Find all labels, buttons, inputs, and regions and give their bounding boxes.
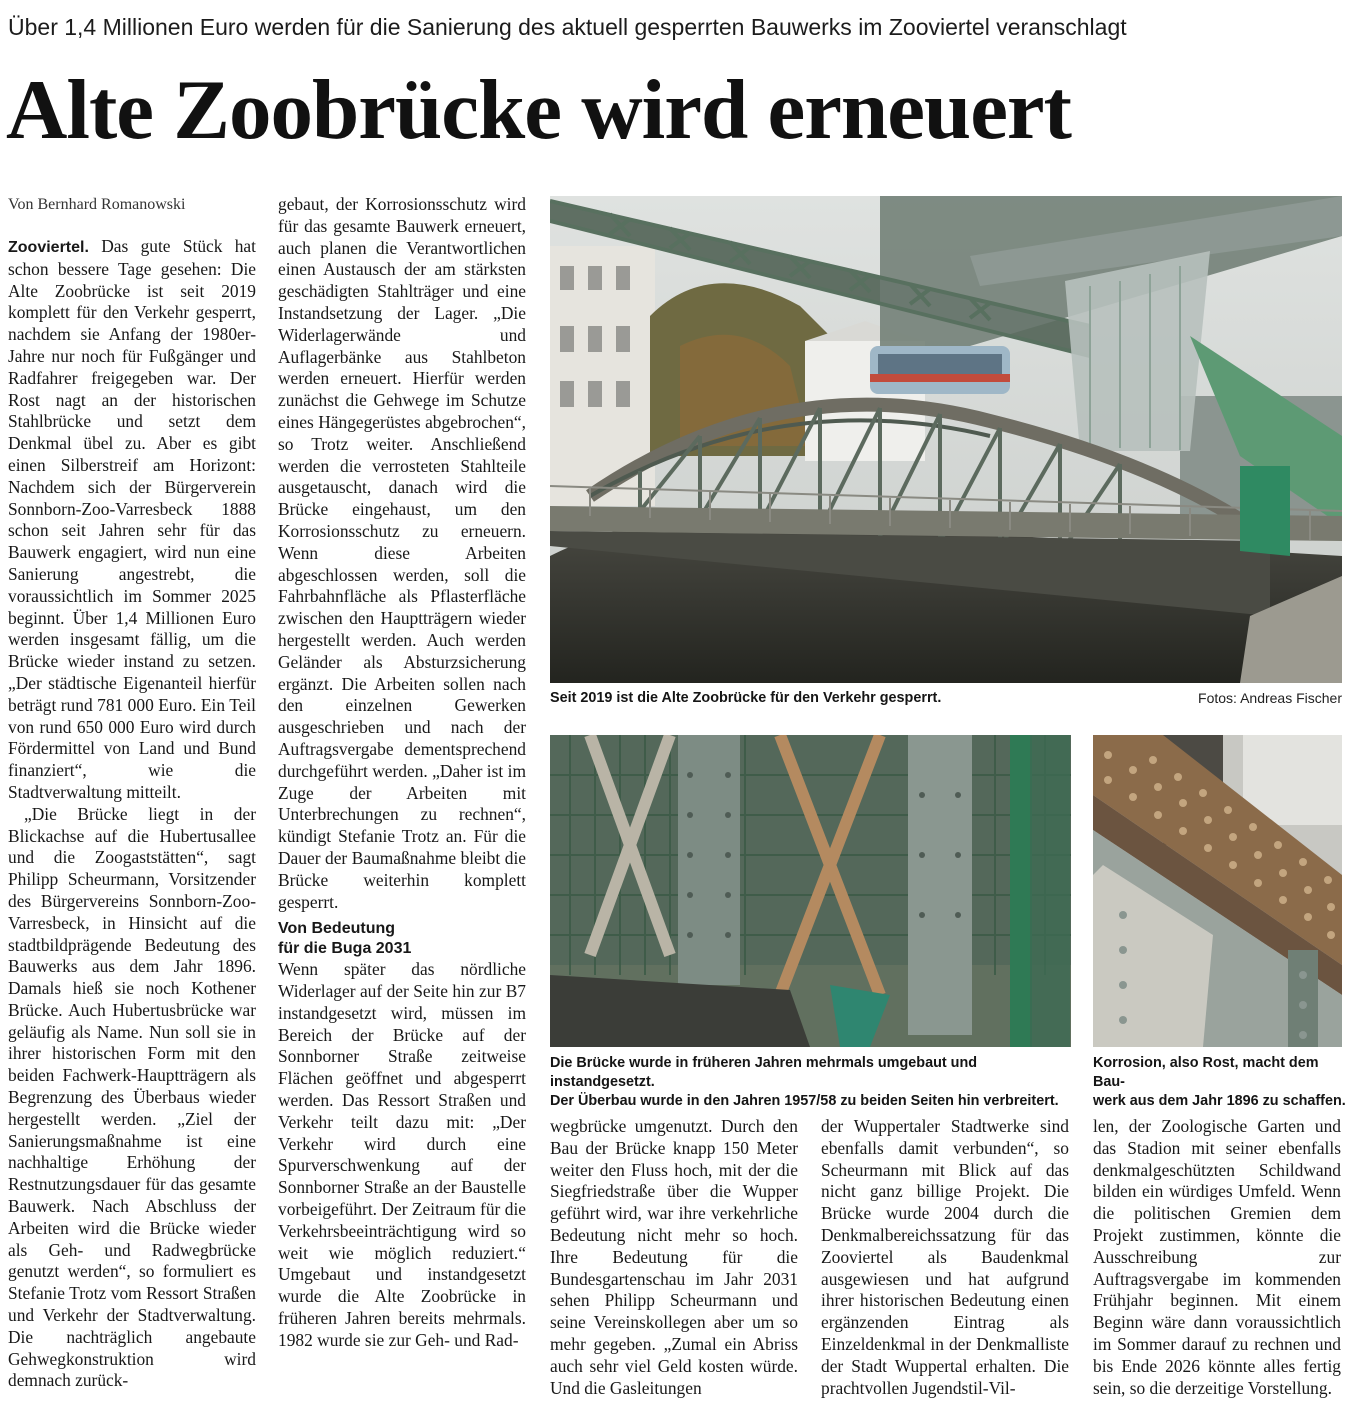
truss-photo-caption bbox=[550, 1054, 1075, 1111]
steel-column bbox=[908, 735, 972, 1035]
rust-photo-caption bbox=[1093, 1054, 1348, 1111]
subheading-line: für die Buga 2031 bbox=[278, 940, 412, 958]
truss-detail-photo bbox=[550, 735, 1071, 1047]
paragraph: „Die Brücke liegt in der Blickachse auf die Hubertusallee und die Zoogaststätten“, sagt Philipp Scheurmann, Vorsitzender des Bürgervereins Sonnborn-Zoo-Varresbeck, in Hinsicht auf die stadtbildprägende Bedeutung des Bauwerks aus dem Jahr 1896. Damals hieß sie noch Kothener Brücke. Auch Hubertusbrücke war geläufig als Name. Nun soll sie in ihrer historischen Form mit den beiden Fachwerk-Hauptträgern als Begrenzung des Überbaus wieder hergestellt werden. „Ziel der Sanierungsmaßnahme ist eine nachhaltige Erhöhung der Restnutzungsdauer für das gesamte Bauwerk. Nach Abschluss der Arbeiten wird die Brücke wieder als Geh- und Radwegbrücke genutzt werden“, so formuliert es Stefanie Trotz vom Ressort Straßen und Verkehr der Stadtverwaltung. Die nachträglich angebaute Gehwegkonstruktion wird demnach zurück- bbox=[8, 803, 256, 1391]
caption-line: Korrosion, also Rost, macht dem Bau- bbox=[1093, 1055, 1319, 1090]
caption-line: Die Brücke wurde in früheren Jahren mehrmals umgebaut und instandgesetzt. bbox=[550, 1055, 978, 1090]
paragraph bbox=[8, 236, 256, 804]
caption-line: Der Überbau wurde in den Jahren 1957/58 zu beiden Seiten hin verbreitert. bbox=[550, 1093, 1059, 1109]
glass-station bbox=[1065, 251, 1210, 451]
subheading bbox=[278, 919, 526, 959]
paragraph-text: Das gute Stück hat schon bessere Tage gesehen: Die Alte Zoobrücke ist seit 2019 komplett für den Verkehr gesperrt, nachdem sie Anfang der 1980er-Jahre nur noch für Fußgänger und Radfahrer freigegeben war. Der Rost nagt an der historischen Stahlbrücke und setzt dem Denkmal übel zu. Aber es gibt einen Silberstreif am Horizont: Nachdem sich der Bürgerverein Sonnborn-Zoo-Varresbeck 1888 schon seit Jahren sehr für das Bauwerk engagiert, wird nun eine Sanierung angestrebt, die voraussichtlich im Sommer 2025 beginnt. Über 1,4 Millionen Euro werden insgesamt fällig, um die Brücke wieder instand zu setzen. „Der städtische Eigenanteil hierfür beträgt rund 781 000 Euro. Ein Teil von rund 650 000 Euro wird durch Fördermittel von Land und Bund finanziert“, wie die Stadtverwaltung mitteilt. bbox=[8, 236, 256, 802]
rust-illustration bbox=[1093, 735, 1342, 1047]
article-headline: Alte Zoobrücke wird erneuert bbox=[6, 63, 1071, 157]
text-column-5 bbox=[1093, 1116, 1341, 1426]
green-fence bbox=[1240, 466, 1290, 556]
text-column-3 bbox=[550, 1116, 798, 1426]
caption-line: werk aus dem Jahr 1896 zu schaffen. bbox=[1093, 1093, 1346, 1109]
text-column-4 bbox=[821, 1116, 1069, 1426]
steel-column bbox=[678, 735, 740, 985]
paragraph: wegbrücke umgenutzt. Durch den Bau der Brücke knapp 150 Meter weiter den Fluss hoch, mit der die Siegfriedstraße über die Wupper geführt wird, war ihre verkehrliche Bedeutung nicht mehr so hoch. Ihre Bedeutung für die Bundesgartenschau im Jahr 2031 sehen Philipp Scheurmann und seine Vereinskollegen aber um so mehr gegeben. „Zumal ein Abriss auch sehr viel Geld kosten würde. Und die Gasleitungen bbox=[550, 1116, 798, 1398]
paragraph: der Wuppertaler Stadtwerke sind ebenfalls damit verbunden“, so Scheurmann mit Blick auf das nicht ganz billige Projekt. Die Brücke wurde 2004 durch die Denkmalbereichssatzung für das Zooviertel als Baudenkmal ausgewiesen und hat aufgrund ihrer historischen Bedeutung einen ergänzenden Eintrag als Einzeldenkmal in der Denkmalliste der Stadt Wuppertal erhalten. Die prachtvollen Jugendstil-Vil- bbox=[821, 1116, 1069, 1398]
subheading-line: Von Bedeutung bbox=[278, 920, 396, 938]
paragraph: Wenn später das nördliche Widerlager auf der Seite hin zur B7 instandgesetzt wird, müssen im Bereich der Brücke auf der Sonnborner Straße zeitweise Flächen geöffnet und abgesperrt werden. Das Ressort Straßen und Verkehr teilt dazu mit: „Der Verkehr wird durch eine Spurverschwenkung auf der Sonnborner Straße an der Baustelle vorbeigeführt. Der Zeitraum für die Verkehrsbeeinträchtigung wird so weit wie möglich reduziert.“ Umgebaut und instandgesetzt wurde die Alte Zoobrücke in früheren Jahren bereits mehrmals. 1982 wurde sie zur Geh- und Rad- bbox=[278, 959, 526, 1350]
paragraph: gebaut, der Korrosionsschutz wird für das gesamte Bauwerk erneuert, auch planen die Verantwortlichen einen Austausch der am stärksten geschädigten Stahlträger und eine Instandsetzung der Lager. „Die Widerlagerwände und Auflagerbänke aus Stahlbeton werden erneuert. Hierfür werden zunächst die Gehwege im Schutze eines Hängegerüstes abgebrochen“, so Trotz weiter. Anschließend werden die verrosteten Stahlteile ausgetauscht, danach wird die Brücke eingehaust, um den Korrosionsschutz zu erneuern. Wenn diese Arbeiten abgeschlossen werden, soll die Fahrbahnfläche als Pflasterfläche zwischen den Hauptträgern wieder hergestellt werden. Auch werden Geländer als Absturzsicherung ergänzt. Die Arbeiten sollen nach den einzelnen Gewerken ausgeschrieben und nach der Auftragsvergabe dementsprechend durchgeführt werden. „Daher ist im Zuge der Arbeiten mit Unterbrechungen zu rechnen“, kündigt Stefanie Trotz an. Für die Dauer der Baumaßnahme bleibt die Brücke weiterhin komplett gesperrt. bbox=[278, 194, 526, 912]
lead-location: Zooviertel. bbox=[8, 239, 89, 256]
main-photo-caption: Seit 2019 ist die Alte Zoobrücke für den Verkehr gesperrt. bbox=[550, 690, 942, 706]
article-kicker: Über 1,4 Millionen Euro werden für die Sanierung des aktuell gesperrten Bauwerks im Zooviertel veranschlagt bbox=[8, 14, 1127, 40]
photo-credit: Fotos: Andreas Fischer bbox=[1198, 690, 1342, 706]
paragraph: len, der Zoologische Garten und das Stadion mit seiner ebenfalls denkmalgeschützten Schildwand bilden ein würdiges Umfeld. Wenn die politischen Gremien dem Projekt zustimmen, könnte die Ausschreibung zur Auftragsvergabe im kommenden Frühjahr beginnen. Mit einem Beginn wäre dann voraussichtlich im Sommer darauf zu rechnen und bis Ende 2026 könnte alles fertig sein, so die derzeitige Vorstellung. bbox=[1093, 1116, 1341, 1398]
main-bridge-photo bbox=[550, 196, 1342, 683]
rust-detail-photo bbox=[1093, 735, 1342, 1047]
text-column-1 bbox=[8, 236, 256, 1426]
article-byline: Von Bernhard Romanowski bbox=[8, 196, 186, 213]
bridge-illustration bbox=[550, 196, 1342, 683]
truss-illustration bbox=[550, 735, 1071, 1047]
text-column-2 bbox=[278, 194, 526, 1426]
